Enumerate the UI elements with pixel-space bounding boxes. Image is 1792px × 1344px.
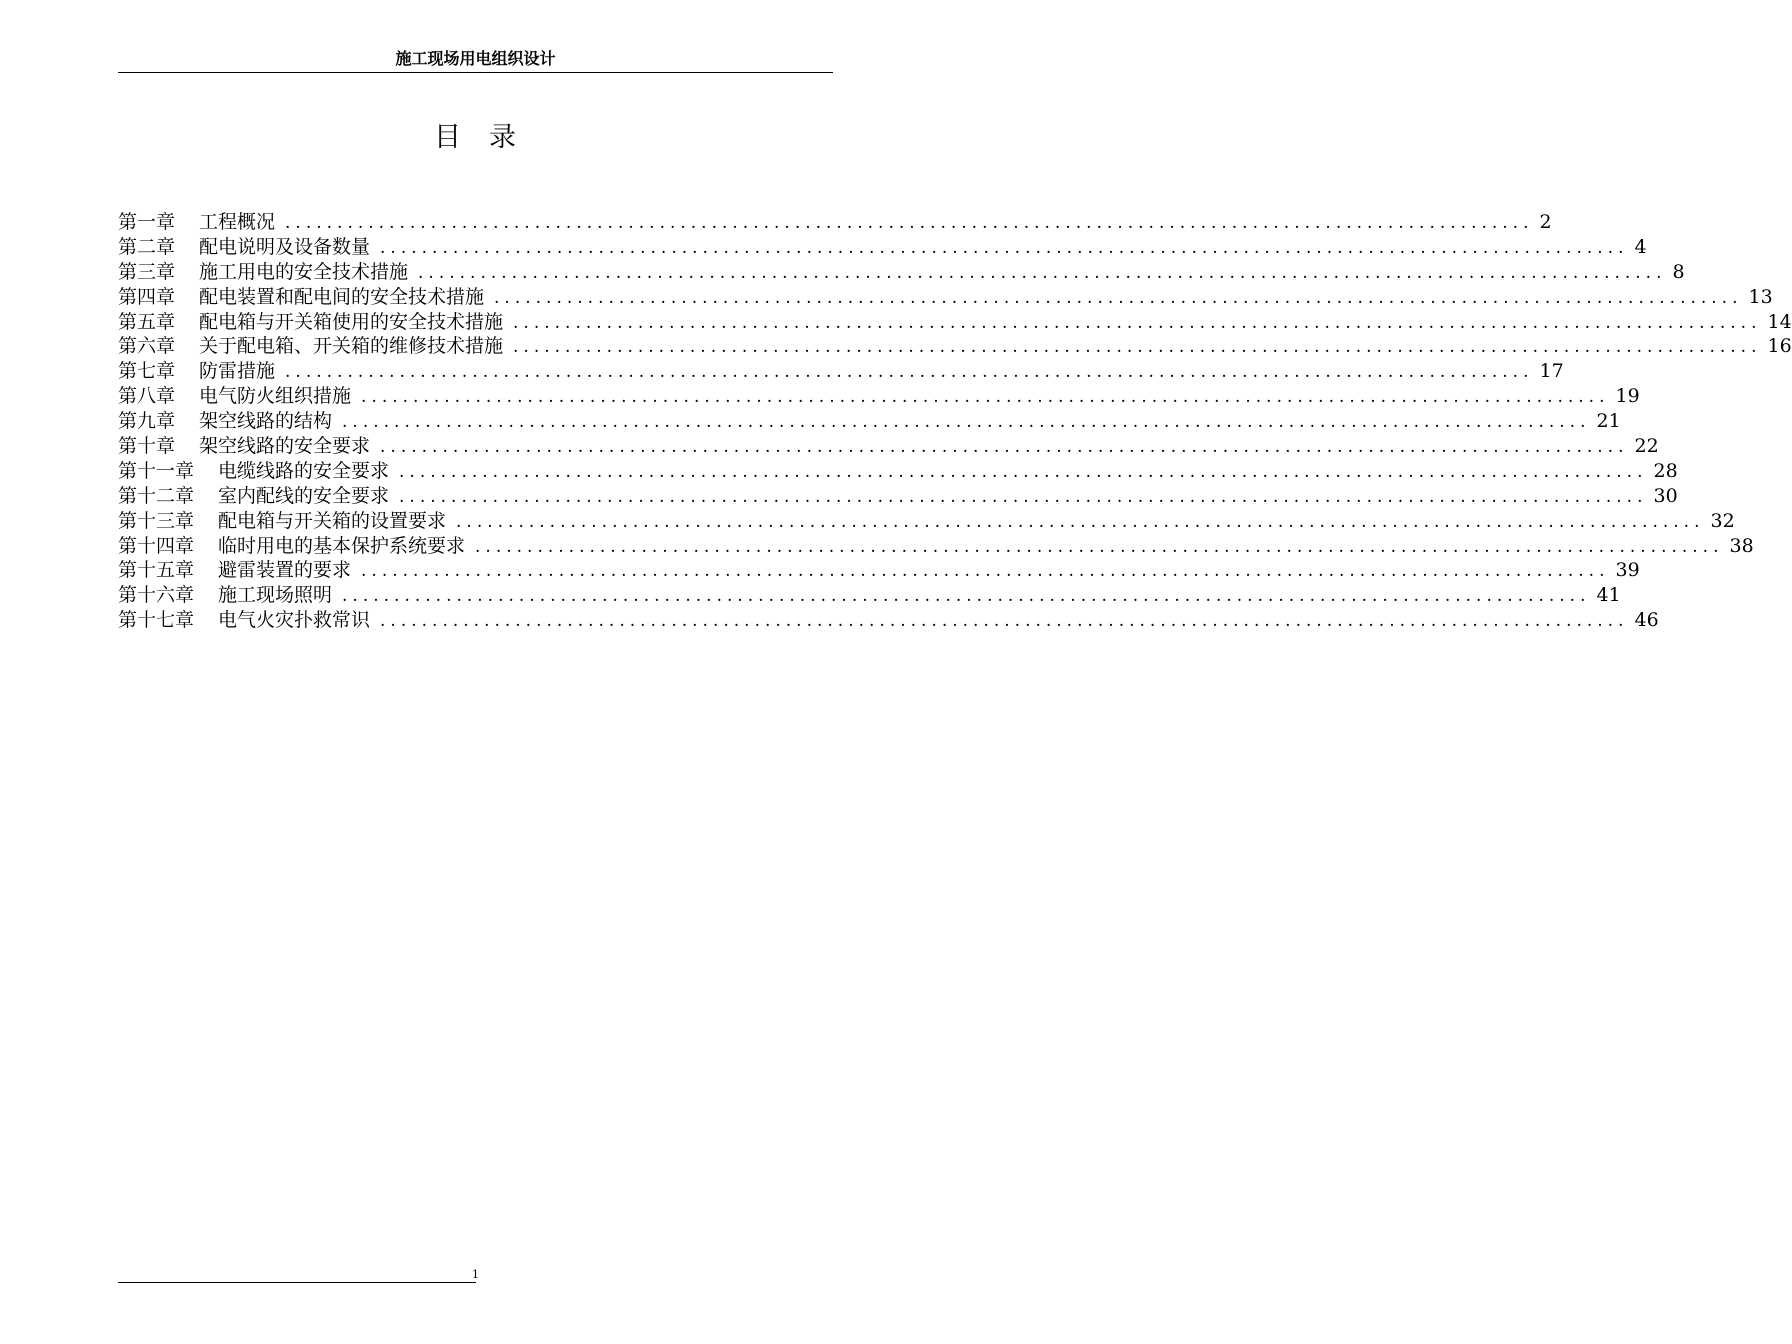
toc-chapter-title: 施工现场照明 xyxy=(218,584,333,607)
toc-entry[interactable] xyxy=(118,260,1685,285)
toc-page-number: 30 xyxy=(1653,484,1678,507)
toc-dot-leader: ........................................................................................................................ xyxy=(285,362,1534,383)
toc-chapter-label: 第十三章 xyxy=(118,509,195,532)
toc-chapter-title: 室内配线的安全要求 xyxy=(218,484,390,507)
toc-chapter-title: 架空线路的安全要求 xyxy=(199,435,371,458)
toc-dot-leader: ........................................................................................................................ xyxy=(342,412,1591,433)
toc-dot-leader: ........................................................................................................................ xyxy=(380,437,1629,458)
toc-page-number: 2 xyxy=(1539,211,1552,233)
toc-chapter-label: 第十四章 xyxy=(118,534,195,557)
toc-chapter-title: 配电箱与开关箱的设置要求 xyxy=(218,509,447,532)
toc-entry[interactable] xyxy=(118,384,1640,409)
toc-page-number: 14 xyxy=(1767,310,1792,333)
toc-entry[interactable] xyxy=(118,285,1773,310)
toc-page-number: 21 xyxy=(1596,410,1621,433)
toc-page-number: 17 xyxy=(1539,360,1564,383)
toc-chapter-label: 第八章 xyxy=(118,385,176,408)
toc-chapter-title: 工程概况 xyxy=(199,211,276,233)
toc-entry[interactable] xyxy=(118,235,1647,260)
toc-page-number: 41 xyxy=(1596,584,1621,607)
toc-page-number: 16 xyxy=(1767,335,1792,358)
toc-page-number: 38 xyxy=(1729,534,1754,557)
toc-page-number: 32 xyxy=(1710,509,1735,532)
toc-page-number: 28 xyxy=(1653,459,1678,482)
toc-entry[interactable] xyxy=(118,459,1678,484)
toc-dot-leader: ........................................................................................................................ xyxy=(285,213,1534,233)
toc-chapter-label: 第一章 xyxy=(118,211,176,233)
toc-chapter-title: 电气防火组织措施 xyxy=(199,385,352,408)
toc-chapter-label: 第十五章 xyxy=(118,559,195,582)
toc-entry[interactable] xyxy=(118,409,1621,434)
toc-page-number: 13 xyxy=(1748,285,1773,308)
toc-chapter-title: 关于配电箱、开关箱的维修技术措施 xyxy=(199,335,504,358)
toc-chapter-label: 第十七章 xyxy=(118,609,195,632)
toc-entry[interactable] xyxy=(118,608,1659,633)
toc-chapter-label: 第十六章 xyxy=(118,584,195,607)
toc-page-number: 8 xyxy=(1672,260,1685,283)
page-number: 1 xyxy=(472,1268,479,1281)
toc-dot-leader: ........................................................................................................................ xyxy=(361,387,1610,408)
toc-dot-leader: ........................................................................................................................ xyxy=(361,561,1610,582)
toc-page-number: 22 xyxy=(1634,435,1659,458)
toc-chapter-title: 架空线路的结构 xyxy=(199,410,333,433)
toc-chapter-label: 第二章 xyxy=(118,235,176,258)
toc-chapter-title: 施工用电的安全技术措施 xyxy=(199,260,409,283)
toc-chapter-title: 临时用电的基本保护系统要求 xyxy=(218,534,466,557)
toc-chapter-title: 配电箱与开关箱使用的安全技术措施 xyxy=(199,310,504,333)
toc-chapter-label: 第九章 xyxy=(118,410,176,433)
toc-chapter-title: 电缆线路的安全要求 xyxy=(218,459,390,482)
toc-page-number: 39 xyxy=(1615,559,1640,582)
toc-chapter-label: 第十二章 xyxy=(118,484,195,507)
toc-chapter-title: 配电说明及设备数量 xyxy=(199,235,371,258)
toc-dot-leader: ........................................................................................................................ xyxy=(513,337,1762,358)
table-of-contents xyxy=(118,210,1792,633)
toc-dot-leader: ........................................................................................................................ xyxy=(380,611,1629,632)
toc-chapter-label: 第十一章 xyxy=(118,459,195,482)
toc-chapter-label: 第四章 xyxy=(118,285,176,308)
toc-entry[interactable] xyxy=(118,509,1735,534)
toc-dot-leader: ........................................................................................................................ xyxy=(399,486,1648,507)
toc-chapter-title: 避雷装置的要求 xyxy=(218,559,352,582)
toc-chapter-label: 第七章 xyxy=(118,360,176,383)
toc-entry[interactable] xyxy=(118,334,1792,359)
toc-chapter-label: 第六章 xyxy=(118,335,176,358)
toc-chapter-label: 第三章 xyxy=(118,260,176,283)
toc-heading: 目录 xyxy=(434,122,544,153)
toc-chapter-title: 防雷措施 xyxy=(199,360,276,383)
toc-entry[interactable] xyxy=(118,310,1792,335)
toc-page-number: 19 xyxy=(1615,385,1640,408)
toc-dot-leader: ........................................................................................................................ xyxy=(475,536,1724,557)
page-header xyxy=(118,48,833,73)
toc-chapter-label: 第十章 xyxy=(118,435,176,458)
toc-entry[interactable] xyxy=(118,434,1659,459)
toc-entry[interactable] xyxy=(118,583,1621,608)
toc-dot-leader: ........................................................................................................................ xyxy=(513,312,1762,333)
toc-dot-leader: ........................................................................................................................ xyxy=(342,586,1591,607)
toc-chapter-title: 配电装置和配电间的安全技术措施 xyxy=(199,285,485,308)
toc-dot-leader: ........................................................................................................................ xyxy=(399,461,1648,482)
toc-page-number: 4 xyxy=(1634,235,1647,258)
toc-dot-leader: ........................................................................................................................ xyxy=(380,237,1629,258)
toc-entry[interactable] xyxy=(118,558,1640,583)
toc-dot-leader: ........................................................................................................................ xyxy=(418,262,1667,283)
footer-rule xyxy=(118,1268,476,1283)
document-title: 施工现场用电组织设计 xyxy=(395,49,556,68)
toc-page-number: 46 xyxy=(1634,609,1659,632)
toc-entry[interactable] xyxy=(118,534,1754,559)
toc-chapter-label: 第五章 xyxy=(118,310,176,333)
toc-dot-leader: ........................................................................................................................ xyxy=(494,287,1743,308)
toc-entry[interactable] xyxy=(118,484,1678,509)
toc-entry[interactable] xyxy=(118,359,1564,384)
toc-chapter-title: 电气火灾扑救常识 xyxy=(218,609,371,632)
toc-dot-leader: ........................................................................................................................ xyxy=(456,511,1705,532)
toc-entry[interactable] xyxy=(118,210,1552,235)
